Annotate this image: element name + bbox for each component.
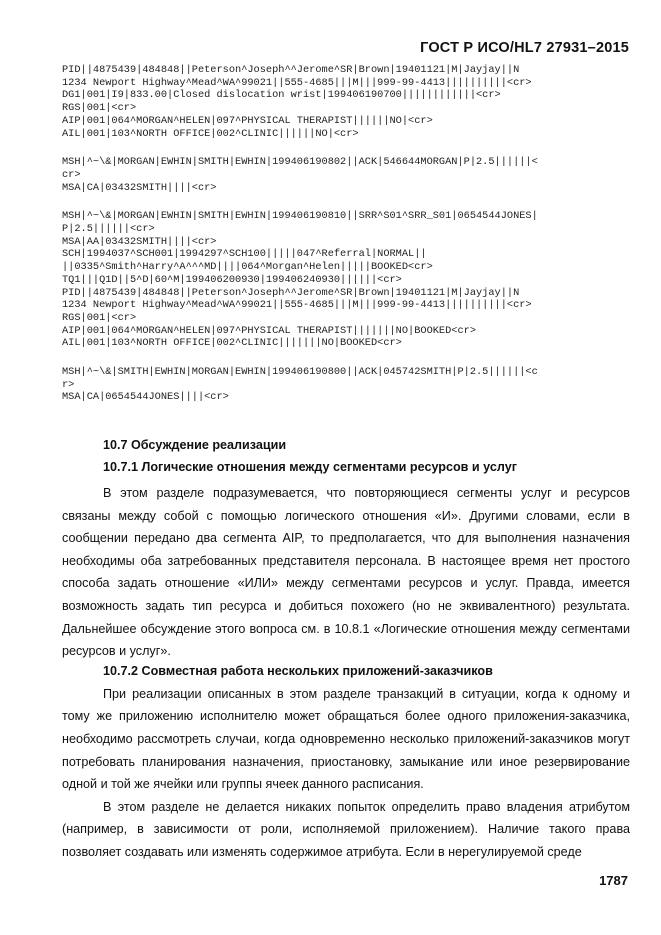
hl7-segment-line: P|2.5||||||<cr> <box>62 223 155 236</box>
hl7-message-group <box>62 366 637 404</box>
hl7-segment-line: DG1|001|I9|833.00|Closed dislocation wrist|199406190700||||||||||||<cr> <box>62 89 501 102</box>
document-body <box>62 438 630 864</box>
hl7-segment-line: MSA|AA|03432SMITH||||<cr> <box>62 235 217 248</box>
hl7-segment-line: 1234 Newport Highway^Mead^WA^99021||555-4685|||M|||999-99-4413||||||||||<cr> <box>62 299 532 312</box>
hl7-segment-line: AIP|001|064^MORGAN^HELEN|097^PHYSICAL THERAPIST||||||NO|<cr> <box>62 114 433 127</box>
hl7-message-group <box>62 210 637 350</box>
hl7-segment-line: MSH|^~\&|MORGAN|EWHIN|SMITH|EWHIN|199406190810||SRR^S01^SRR_S01|0654544JONES| <box>62 210 538 223</box>
hl7-message-group <box>62 156 637 194</box>
hl7-segment-line: MSH|^~\&|SMITH|EWHIN|MORGAN|EWHIN|199406190800||ACK|045742SMITH|P|2.5||||||<c <box>62 366 538 379</box>
hl7-segment-line: SCH|1994037^SCH001|1994297^SCH100|||||047^Referral|NORMAL|| <box>62 248 427 261</box>
section-heading-10-7-2: 10.7.2 Совместная работа нескольких приложений-заказчиков <box>103 663 493 678</box>
hl7-segment-line: MSH|^~\&|MORGAN|EWHIN|SMITH|EWHIN|199406190802||ACK|546644MORGAN|P|2.5||||||< <box>62 156 538 169</box>
hl7-message-examples <box>62 64 637 420</box>
section-heading-10-7-1: 10.7.1 Логические отношения между сегментами ресурсов и услуг <box>103 460 517 474</box>
hl7-segment-line: r> <box>62 378 75 391</box>
hl7-segment-line: AIP|001|064^MORGAN^HELEN|097^PHYSICAL THERAPIST|||||||NO|BOOKED<cr> <box>62 324 477 337</box>
hl7-segment-line: MSA|CA|03432SMITH||||<cr> <box>62 181 217 194</box>
hl7-message-group <box>62 64 637 140</box>
hl7-segment-line: AIL|001|103^NORTH OFFICE|002^CLINIC|||||||NO|BOOKED<cr> <box>62 337 402 350</box>
hl7-segment-line: PID||4875439|484848||Peterson^Joseph^^Jerome^SR|Brown|19401121|M|Jayjay||N <box>62 286 520 299</box>
hl7-segment-line: AIL|001|103^NORTH OFFICE|002^CLINIC||||||NO|<cr> <box>62 127 359 140</box>
hl7-segment-line: RGS|001|<cr> <box>62 311 137 324</box>
hl7-segment-line: RGS|001|<cr> <box>62 102 137 115</box>
paragraph-10-7-1: В этом разделе подразумевается, что повторяющиеся сегменты услуг и ресурсов связаны между собой с помощью логического отношения «И». Другими словами, если в сообщении передано два сегмента AIP, то предполагается, что для выполнения назначения необходимы оба затребованных представителя персонала. В настоящее время нет простого способа задать отношение «ИЛИ» между сегментами ресурсов и услуг. Правда, имеется возможность задать тип ресурса и добиться похожего (но не эквивалентного) результата. Дальнейшее обсуждение этого вопроса см. в 10.8.1 «Логические отношения между сегментами ресурсов и услуг». <box>62 486 630 659</box>
hl7-segment-line: MSA|CA|0654544JONES||||<cr> <box>62 391 229 404</box>
page-number: 1787 <box>599 873 628 888</box>
hl7-segment-line: cr> <box>62 168 81 181</box>
hl7-segment-line: 1234 Newport Highway^Mead^WA^99021||555-4685|||M|||999-99-4413||||||||||<cr> <box>62 76 532 89</box>
section-heading-10-7: 10.7 Обсуждение реализации <box>103 438 287 452</box>
document-header: ГОСТ Р ИСО/HL7 27931–2015 <box>420 40 629 56</box>
hl7-segment-line: TQ1|||Q1D||5^D|60^M|199406200930|199406240930||||||<cr> <box>62 273 402 286</box>
paragraph-10-7-2-a: При реализации описанных в этом разделе транзакций в ситуации, когда к одному и тому же приложению исполнителю может обращаться более одного приложения-заказчика, необходимо рассмотреть случаи, когда одновременно несколько приложений-заказчиков могут потребовать планирования назначения, приостановку, замыкание или иное резервирование одной и той же ячейки или группы ячеек данного расписания. <box>62 686 630 792</box>
hl7-segment-line: PID||4875439|484848||Peterson^Joseph^^Jerome^SR|Brown|19401121|M|Jayjay||N <box>62 64 520 76</box>
paragraph-10-7-2-b: В этом разделе не делается никаких попыток определить право владения атрибутом (например, в зависимости от роли, исполняемой приложением). Наличие такого права позволяет создавать или изменять содержимое атрибута. Если в нерегулируемой среде <box>62 799 630 859</box>
hl7-segment-line: ||0335^Smith^Harry^A^^^MD||||064^Morgan^Helen|||||BOOKED<cr> <box>62 261 433 274</box>
